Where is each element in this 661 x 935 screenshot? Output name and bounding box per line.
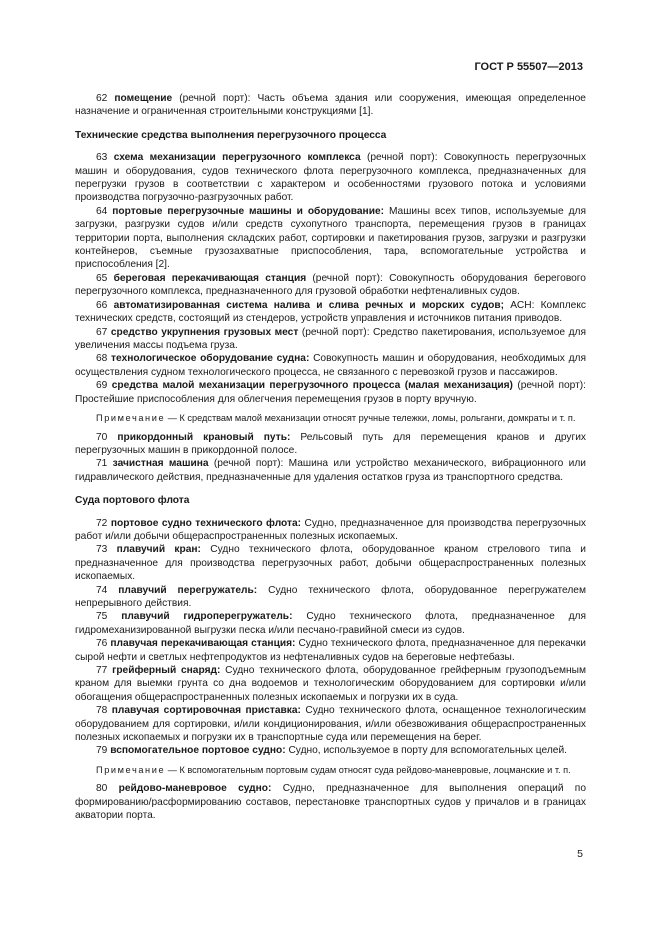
term-entry bbox=[75, 92, 586, 119]
term-definition: Совокупность машин и оборудования, необходимых для осуществления судном технологического процесса, не связанного с перевозкой грузов и пассажиров. bbox=[75, 353, 586, 378]
term-qualifier: (речной порт) bbox=[298, 326, 367, 338]
note-text: — К средствам малой механизации относят ручные тележки, ломы, рольганги, домкраты и т. п. bbox=[165, 412, 576, 423]
entry-number: 70 bbox=[96, 431, 108, 443]
term-definition: Машина или устройство механического, вибрационного или гидравлического действия, предназначенные для удаления остатков груза из транспортного средства. bbox=[75, 458, 586, 483]
term-separator bbox=[271, 783, 282, 794]
term-entry bbox=[75, 664, 586, 704]
term-separator: : bbox=[434, 152, 444, 164]
term-entry bbox=[75, 584, 586, 611]
entry-number: 71 bbox=[96, 458, 108, 470]
term-entry bbox=[75, 205, 586, 272]
entry-number: 62 bbox=[96, 93, 108, 104]
entry-number: 72 bbox=[96, 517, 108, 529]
term-definition: Судно технического флота, предназначенное для гидромеханизированной выгрузки песка и/или песчано-гравийной смеси из судов. bbox=[75, 611, 586, 636]
term-name: плавучая перекачивающая станция: bbox=[110, 638, 296, 650]
term-qualifier: (речной порт) bbox=[306, 272, 380, 284]
entry-number: 73 bbox=[96, 544, 108, 556]
term-separator: : bbox=[583, 380, 586, 392]
term-entry bbox=[75, 352, 586, 379]
standard-code-header: ГОСТ Р 55507—2013 bbox=[474, 61, 583, 73]
term-name: плавучий кран: bbox=[116, 544, 201, 556]
term-name: грейферный снаряд: bbox=[112, 665, 221, 677]
term-entry bbox=[75, 431, 586, 458]
term-definition: АСН: Комплекс технических средств, состоящий из стендеров, устройств управления и источников питания приводов. bbox=[75, 299, 587, 325]
term-name: средство укрупнения грузовых мест bbox=[110, 326, 299, 338]
term-name: средства малой механизации перегрузочного процесса (малая механизация) bbox=[111, 380, 513, 392]
term-definition: Простейшие приспособления для облегчения перемещения грузов в порту вручную. bbox=[75, 393, 477, 405]
term-entry bbox=[75, 457, 586, 484]
term-name: автоматизированная система налива и слива речных и морских судов; bbox=[113, 299, 505, 311]
entry-number: 74 bbox=[96, 584, 108, 596]
entry-number: 75 bbox=[96, 611, 108, 623]
term-entry bbox=[75, 782, 586, 822]
entry-number: 68 bbox=[96, 353, 108, 365]
term-name: портовые перегрузочные машины и оборудование: bbox=[112, 205, 385, 217]
term-separator bbox=[257, 585, 268, 596]
note bbox=[75, 412, 586, 425]
term-entry bbox=[75, 517, 586, 544]
term-definition: Часть объема здания или сооружения, имеющая определенное назначение и ограниченная строительными конструкциями [1]. bbox=[75, 93, 586, 118]
term-qualifier: (речной порт) bbox=[172, 93, 248, 104]
term-definition: Рельсовый путь для перемещения кранов и других перегрузочных машин в прикордонной полосе. bbox=[75, 431, 586, 456]
note-text: — К вспомогательным портовым судам относят суда рейдово-маневровые, лоцманские и т. п. bbox=[165, 764, 571, 775]
term-name: портовое судно технического флота: bbox=[110, 517, 302, 529]
term-definition: Судно технического флота, оборудованное краном стрелового типа и предназначенное для производства перегрузочных работ, добычи общераспространенных полезных ископаемых. bbox=[75, 544, 586, 583]
entry-number: 67 bbox=[96, 326, 108, 338]
entry-number: 80 bbox=[96, 783, 108, 795]
entry-number: 76 bbox=[96, 638, 108, 650]
term-definition: Судно технического флота, оснащенное технологическим оборудованием для сортировки, и/или кондиционирования, и/или обезвоживания общераспространенных полезных ископаемых и погрузки их в транспортные суда или перемещения на берег. bbox=[75, 705, 586, 744]
term-separator bbox=[292, 611, 306, 622]
term-entry bbox=[75, 704, 586, 744]
section-heading: Технические средства выполнения перегрузочного процесса bbox=[75, 129, 387, 141]
term-name: схема механизации перегрузочного комплекса bbox=[113, 152, 361, 164]
entry-number: 64 bbox=[96, 205, 108, 217]
term-definition: Судно, используемое в порту для вспомогательных целей. bbox=[288, 745, 567, 757]
term-name: прикордонный крановый путь: bbox=[117, 431, 291, 443]
term-qualifier: (речной порт) bbox=[512, 380, 584, 392]
term-name: плавучий перегружатель: bbox=[118, 584, 258, 596]
term-separator: : bbox=[380, 272, 390, 284]
page-number: 5 bbox=[577, 848, 583, 860]
term-separator: : bbox=[366, 326, 374, 338]
term-definition: Совокупность перегрузочных машин и оборудования, судов технического флота перегрузочного комплекса, предназначенных для перегрузки грузов в соответствии с характером и особенностями грузового потока и условиями производства погрузочно-разгрузочных работ. bbox=[75, 152, 586, 204]
term-separator bbox=[201, 544, 210, 555]
term-qualifier: (речной порт) bbox=[360, 152, 435, 164]
entry-number: 78 bbox=[96, 705, 108, 717]
entry-number: 79 bbox=[96, 745, 108, 757]
term-entry bbox=[75, 543, 586, 583]
note-label: Примечание bbox=[96, 764, 166, 775]
term-name: береговая перекачивающая станция bbox=[113, 272, 307, 284]
term-separator: : bbox=[247, 93, 258, 104]
entry-number: 77 bbox=[96, 665, 108, 677]
term-name: плавучая сортировочная приставка: bbox=[111, 705, 301, 717]
term-entry bbox=[75, 379, 586, 406]
term-definition: Средство пакетирования, используемое для увеличения массы подъема груза. bbox=[75, 326, 586, 351]
term-entry bbox=[75, 299, 586, 326]
term-entry bbox=[75, 610, 586, 637]
term-qualifier: (речной порт) bbox=[208, 458, 281, 470]
term-entry bbox=[75, 151, 586, 205]
term-entry bbox=[75, 326, 586, 353]
term-definition: Машины всех типов, используемые для загрузки, разгрузки судов и/или средств сухопутного транспорта, перемещения грузов в границах территории порта, выполнения складских работ, сортировки и пакетирования грузов, загрузки и разгрузки контейнеров, съемные грузозахватные приспособления, тара, вспомогательные устройства и приспособления [2]. bbox=[75, 205, 586, 271]
section-heading: Суда портового флота bbox=[75, 495, 190, 507]
term-name: зачистная машина bbox=[112, 458, 209, 470]
term-definition: Совокупность оборудования берегового перегрузочного комплекса, предназначенного для грузовой обработки нефтеналивных судов. bbox=[75, 272, 586, 298]
term-name: технологическое оборудование судна: bbox=[111, 353, 310, 365]
entry-number: 65 bbox=[96, 272, 108, 284]
note bbox=[75, 764, 586, 777]
term-name: рейдово-маневровое судно: bbox=[118, 783, 272, 795]
term-definition: Судно, предназначенное для выполнения операций по формированию/расформированию составов, перестановке транспортных судов у причалов и в границах акватории порта. bbox=[75, 783, 586, 822]
entry-number: 69 bbox=[96, 380, 108, 392]
term-separator: : bbox=[280, 458, 289, 470]
entry-number: 66 bbox=[96, 299, 108, 311]
term-name: плавучий гидроперегружатель: bbox=[121, 611, 293, 623]
term-definition: Судно технического флота, оборудованное перегружателем непрерывного действия. bbox=[75, 584, 586, 609]
term-separator bbox=[290, 432, 300, 443]
term-definition: Судно технического флота, предназначенное для перекачки сырой нефти и светлых нефтепродуктов из нефтеналивных судов на береговые нефтебазы. bbox=[75, 638, 586, 663]
term-entry bbox=[75, 637, 586, 664]
note-label: Примечание bbox=[96, 412, 166, 423]
term-name: вспомогательное портовое судно: bbox=[110, 745, 286, 757]
term-name: помещение bbox=[114, 93, 173, 104]
entry-number: 63 bbox=[96, 152, 108, 164]
term-entry bbox=[75, 272, 586, 299]
document-body bbox=[75, 92, 586, 823]
term-entry bbox=[75, 744, 586, 757]
term-definition: Судно, предназначенное для производства перегрузочных работ и/или добычи общераспространенных полезных ископаемых. bbox=[75, 517, 586, 542]
term-definition: Судно технического флота, оборудованное грейферным грузоподъемным краном для выемки грунта со дна водоемов и технологическим оборудованием для сортировки и/или обогащения общераспространенных полезных ископаемых и погрузки их в суда. bbox=[75, 665, 586, 703]
